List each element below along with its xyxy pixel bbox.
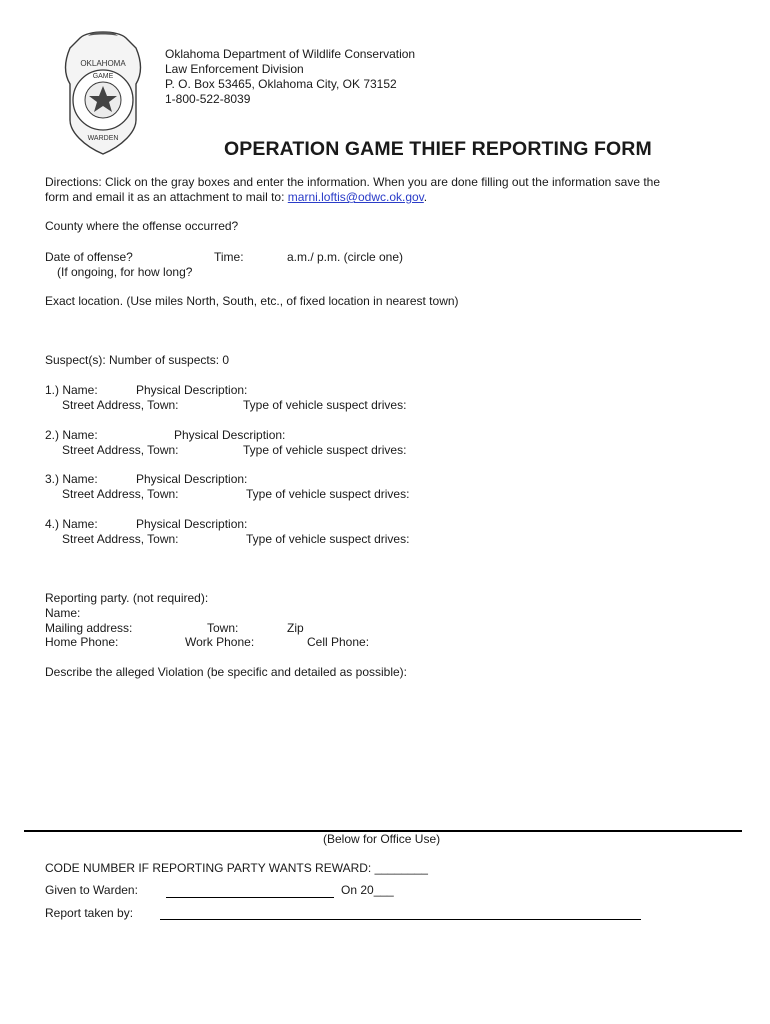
suspect-4-street: Street Address, Town: [62,532,179,546]
suspect-4-name: 4.) Name: [45,517,98,531]
email-link[interactable]: marni.loftis@odwc.ok.gov [287,190,424,204]
suspect-4-vehicle: Type of vehicle suspect drives: [246,532,410,546]
suspect-2-name: 2.) Name: [45,428,98,442]
work-phone-label: Work Phone: [185,635,255,649]
badge-top-text: OKLAHOMA [80,59,126,68]
cell-phone-label: Cell Phone: [307,635,370,649]
form-title: OPERATION GAME THIEF REPORTING FORM [224,138,652,160]
given-to-warden-label: Given to Warden: [45,883,138,897]
suspect-3-street: Street Address, Town: [62,487,179,501]
reporting-header: Reporting party. (not required): [45,591,209,605]
game-warden-badge [62,28,144,160]
badge-bottom-text: WARDEN [87,135,119,142]
county-label: County where the offense occurred? [45,219,239,233]
suspect-4-physical: Physical Description: [136,517,248,531]
agency-division: Law Enforcement Division [165,62,304,76]
report-taken-by-label: Report taken by: [45,906,134,920]
on-date-label: On 20___ [341,883,394,897]
suspect-2-physical: Physical Description: [174,428,286,442]
report-taken-by-line [160,919,641,920]
time-label: Time: [214,250,244,264]
describe-violation-label: Describe the alleged Violation (be specific and detailed as possible): [45,665,407,679]
directions-line-2 [45,190,427,205]
ongoing-label: (If ongoing, for how long? [57,265,193,279]
agency-address: P. O. Box 53465, Oklahoma City, OK 73152 [165,77,397,91]
zip-label: Zip [287,621,304,635]
ampm-label: a.m./ p.m. (circle one) [287,250,404,264]
suspect-1-street: Street Address, Town: [62,398,179,412]
suspect-2-street: Street Address, Town: [62,443,179,457]
location-label: Exact location. (Use miles North, South, etc., of fixed location in nearest town) [45,294,459,308]
agency-name: Oklahoma Department of Wildlife Conservation [165,47,416,61]
suspect-1-vehicle: Type of vehicle suspect drives: [243,398,407,412]
directions-line-1: Directions: Click on the gray boxes and enter the information. When you are done filling out the information save the [45,175,661,189]
warden-signature-line [166,897,334,898]
suspect-3-vehicle: Type of vehicle suspect drives: [246,487,410,501]
town-label: Town: [207,621,239,635]
reporting-name-label: Name: [45,606,81,620]
badge-middle-text: GAME [92,73,114,80]
suspects-header: Suspect(s): Number of suspects: 0 [45,353,230,367]
suspect-1-physical: Physical Description: [136,383,248,397]
date-label: Date of offense? [45,250,133,264]
suspect-3-name: 3.) Name: [45,472,98,486]
suspect-2-vehicle: Type of vehicle suspect drives: [243,443,407,457]
directions-text: form and email it as an attachment to mail to: [45,190,288,204]
office-use-header: (Below for Office Use) [323,832,441,846]
directions-period: . [423,190,428,204]
suspect-1-name: 1.) Name: [45,383,98,397]
home-phone-label: Home Phone: [45,635,119,649]
suspect-3-physical: Physical Description: [136,472,248,486]
mailing-address-label: Mailing address: [45,621,133,635]
reward-code-label: CODE NUMBER IF REPORTING PARTY WANTS REWARD: ________ [45,861,428,875]
agency-phone: 1-800-522-8039 [165,92,251,106]
